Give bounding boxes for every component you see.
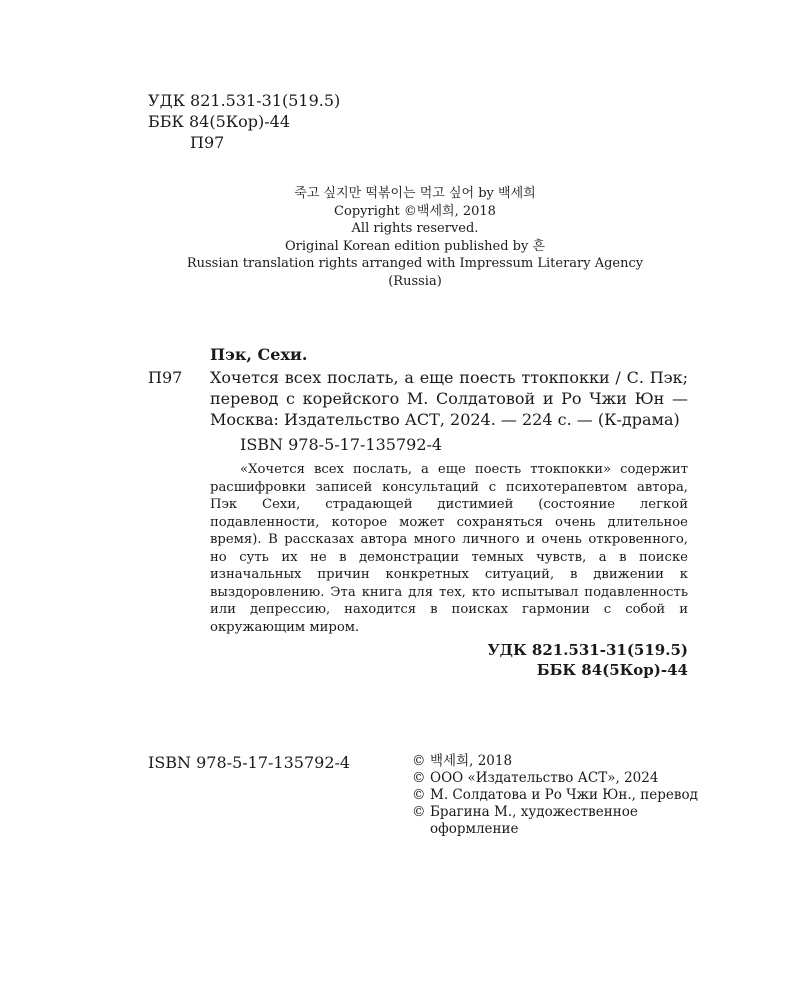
catalog-card (148, 344, 688, 680)
rights-text: М. Солдатова и Ро Чжи Юн., перевод (430, 787, 698, 803)
classification-codes (148, 90, 340, 153)
copyright-icon: © (412, 787, 426, 803)
catalog-udk: УДК 821.531-31(519.5) (487, 641, 688, 659)
original-edition-line: Original Korean edition published by 흔 (284, 238, 546, 254)
copyright-icon: © (412, 770, 426, 786)
annotation (210, 461, 688, 636)
catalog-codes (148, 640, 688, 680)
udk-code: УДК 821.531-31(519.5) (148, 91, 341, 110)
footer-isbn: ISBN 978-5-17-135792-4 (148, 753, 351, 772)
rights-reserved-line: All rights reserved. (351, 221, 479, 236)
catalog-isbn: ISBN 978-5-17-135792-4 (240, 435, 443, 454)
rights-text: Брагина М., художественное оформление (430, 804, 638, 837)
rights-item (412, 770, 702, 787)
author-mark: П97 (190, 133, 225, 152)
rights-text: 백세희, 2018 (430, 753, 513, 769)
annotation-text: «Хочется всех послать, а еще поесть ттокпокки» содержит расшифровки записей консультаций с психотерапевтом автора, Пэк Сехи, страдающей дистимией (состояние легкой подавленности, которое может сохраняться очень длительное время). В рассказах автора много личного и очень откровенного, но суть их не в демонстрации темных чувств, а в поиске изначальных причин конкретных ситуаций, в движении к выздоровлению. Эта книга для тех, кто испытывал подавленность или депрессию, находится в поисках гармонии с собой и окружающим миром. (210, 462, 688, 635)
catalog-author-mark: П97 (148, 368, 183, 387)
catalog-entry (148, 367, 688, 430)
rights-item (412, 753, 702, 770)
translation-rights-country: (Russia) (388, 273, 442, 289)
copyright-line: Copyright ©백세희, 2018 (334, 203, 496, 219)
copyright-icon: © (412, 753, 426, 769)
rights-text: ООО «Издательство АСТ», 2024 (430, 770, 659, 786)
translation-rights-line: Russian translation rights arranged with Impressum Literary Agency (186, 256, 644, 271)
original-title-line: 죽고 싶지만 떡볶이는 먹고 싶어 by 백세희 (294, 186, 536, 201)
rights-item (412, 787, 702, 804)
catalog-author: Пэк, Сехи. (210, 345, 308, 364)
bbk-code: ББК 84(5Кор)-44 (148, 112, 291, 131)
copyright-icon: © (412, 804, 426, 820)
copyright-notice (130, 185, 700, 290)
catalog-bbk: ББК 84(5Кор)-44 (536, 661, 688, 679)
rights-item (412, 804, 702, 838)
copyright-holders (412, 753, 702, 838)
catalog-description: Хочется всех послать, а еще поесть ттокпокки / С. Пэк; перевод с корейского М. Солдатовой и Ро Чжи Юн — Москва: Издательство АСТ, 2024. — 224 с. — (К-драма) (210, 368, 688, 429)
